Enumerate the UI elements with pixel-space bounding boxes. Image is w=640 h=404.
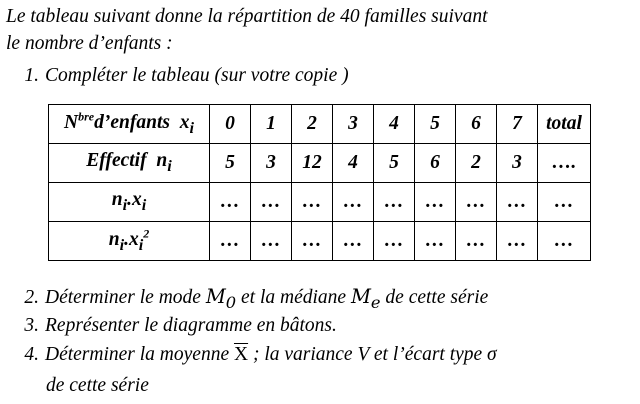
question-4-number: 4. bbox=[24, 344, 39, 365]
x-value-cell: 2 bbox=[292, 105, 333, 144]
question-1-text: Compléter le tableau (sur votre copie ) bbox=[45, 65, 349, 86]
table-row-effectif bbox=[49, 144, 591, 183]
effectif-value-cell: 12 bbox=[292, 144, 333, 183]
placeholder-cell: … bbox=[456, 183, 497, 222]
placeholder-total-cell: … bbox=[538, 183, 591, 222]
intro-line-2: le nombre d’enfants : bbox=[6, 33, 173, 54]
placeholder-cell: … bbox=[251, 222, 292, 261]
ni-xi2-label-cell: $n_i.x_i^2$ bbox=[49, 222, 210, 261]
table-row-ni-xi bbox=[49, 183, 591, 222]
placeholder-cell: … bbox=[210, 222, 251, 261]
ni-xi-label-cell: $n_i.x_i$ bbox=[49, 183, 210, 222]
question-4: 4. Déterminer la moyenne $\overline{X}$ ; la variance V et l’écart type σ bbox=[15, 343, 497, 367]
placeholder-cell: … bbox=[415, 183, 456, 222]
question-2-number: 2. bbox=[24, 287, 39, 308]
question-3-number: 3. bbox=[24, 315, 39, 336]
placeholder-total-cell: … bbox=[538, 222, 591, 261]
effectif-value-cell: 5 bbox=[374, 144, 415, 183]
question-3-text: Représenter le diagramme en bâtons. bbox=[45, 315, 337, 336]
question-3 bbox=[15, 314, 337, 338]
mode-symbol: $M_0$ bbox=[205, 285, 237, 312]
placeholder-cell: … bbox=[456, 222, 497, 261]
effectif-value-cell: 3 bbox=[497, 144, 538, 183]
placeholder-cell: … bbox=[333, 183, 374, 222]
question-4-line-2: de cette série bbox=[46, 375, 149, 396]
question-1 bbox=[15, 64, 349, 88]
placeholder-cell: … bbox=[497, 222, 538, 261]
placeholder-cell: … bbox=[210, 183, 251, 222]
median-symbol: $M_e$ bbox=[350, 285, 381, 312]
placeholder-cell: … bbox=[497, 183, 538, 222]
effectif-value-cell: 5 bbox=[210, 144, 251, 183]
effectif-label-cell: Effectif $n_i$ bbox=[49, 144, 210, 183]
placeholder-cell: … bbox=[374, 222, 415, 261]
x-value-cell: 6 bbox=[456, 105, 497, 144]
x-value-cell: 5 bbox=[415, 105, 456, 144]
total-header-cell: total bbox=[538, 105, 591, 144]
mean-symbol: $\overline{X}$ bbox=[233, 344, 249, 365]
table-row-ni-xi2 bbox=[49, 222, 591, 261]
placeholder-cell: … bbox=[292, 222, 333, 261]
effectif-value-cell: 6 bbox=[415, 144, 456, 183]
table-row-x bbox=[49, 105, 591, 144]
effectif-value-cell: 2 bbox=[456, 144, 497, 183]
placeholder-cell: … bbox=[333, 222, 374, 261]
header-cell-nombre-enfants: $N^{bre}d’enfants$ $x_i$ bbox=[49, 105, 210, 144]
effectif-total-cell: …. bbox=[538, 144, 591, 183]
x-value-cell: 7 bbox=[497, 105, 538, 144]
effectif-value-cell: 3 bbox=[251, 144, 292, 183]
question-1-number: 1. bbox=[24, 65, 39, 86]
effectif-value-cell: 4 bbox=[333, 144, 374, 183]
placeholder-cell: … bbox=[415, 222, 456, 261]
placeholder-cell: … bbox=[251, 183, 292, 222]
x-value-cell: 4 bbox=[374, 105, 415, 144]
x-value-cell: 0 bbox=[210, 105, 251, 144]
question-2: 2. Déterminer le mode $M_0$ et la médiane $M_e$ de cette série bbox=[15, 285, 488, 315]
x-value-cell: 1 bbox=[251, 105, 292, 144]
placeholder-cell: … bbox=[374, 183, 415, 222]
frequency-table bbox=[48, 104, 591, 261]
x-value-cell: 3 bbox=[333, 105, 374, 144]
intro-line-1: Le tableau suivant donne la répartition de 40 familles suivant bbox=[6, 6, 488, 27]
placeholder-cell: … bbox=[292, 183, 333, 222]
